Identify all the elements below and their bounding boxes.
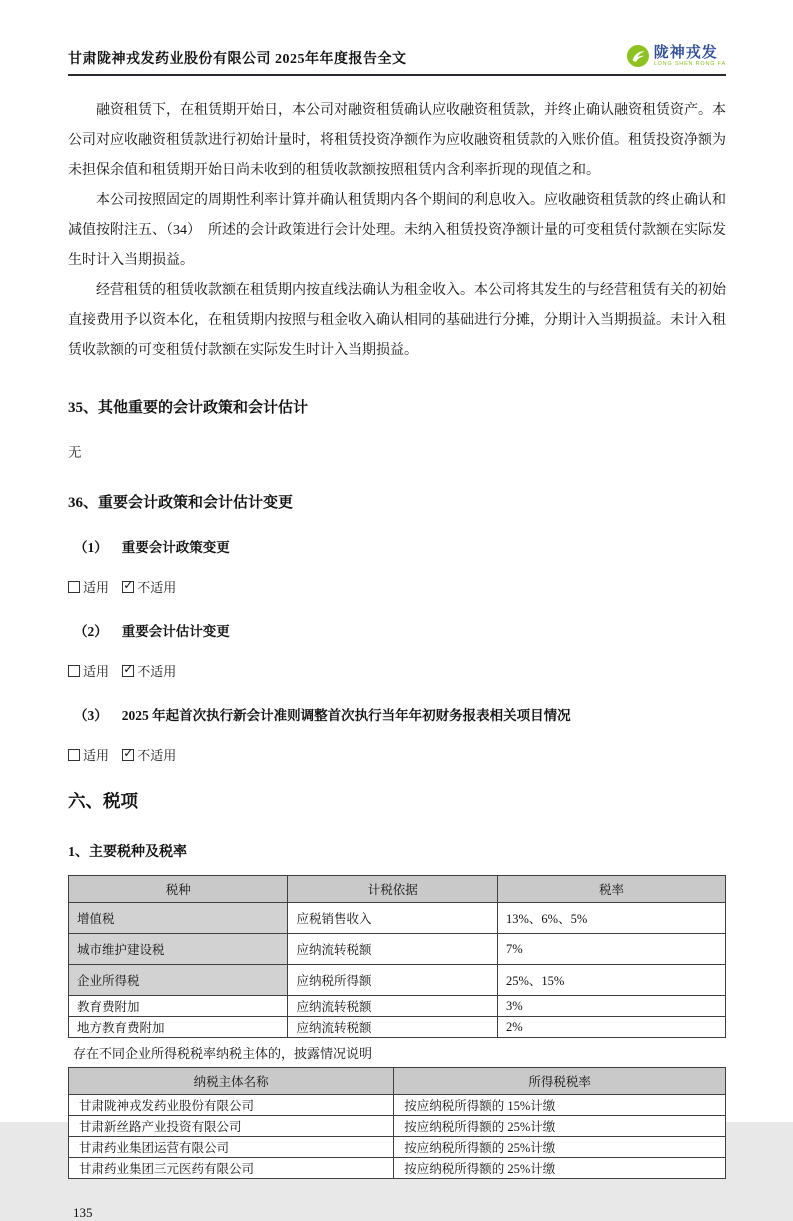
table-cell: 教育费附加 bbox=[69, 996, 288, 1017]
paragraph-operating-lease: 经营租赁的租赁收款额在租赁期内按直线法确认为租金收入。本公司将其发生的与经营租赁有关的初始直接费用予以资本化，在租赁期内按照与租金收入确认相同的基础进行分摊，分期计入当期损益。未计入租赁收款额的可变租赁付款额在实际发生时计入当期损益。 bbox=[68, 283, 726, 358]
page-footer bbox=[68, 1205, 726, 1221]
applicable-label: 适用 bbox=[83, 664, 110, 679]
table-cell: 按应纳税所得额的 25%计缴 bbox=[394, 1116, 726, 1137]
subsection-2-title: 重要会计估计变更 bbox=[121, 624, 230, 639]
table-row bbox=[69, 934, 726, 965]
applicable-label: 适用 bbox=[83, 580, 110, 595]
checkbox-checked-icon bbox=[122, 665, 134, 677]
table-row bbox=[69, 1116, 726, 1137]
table-cell: 2% bbox=[498, 1017, 726, 1038]
table-cell: 25%、15% bbox=[498, 965, 726, 996]
paragraph-interest-income: 本公司按照固定的周期性利率计算并确认租赁期内各个期间的利息收入。应收融资租赁款的终止确认和减值按附注五、（34） 所述的会计政策进行会计处理。未纳入租赁投资净额计量的可变租赁付款额在实际发生时计入当期损益。 bbox=[68, 193, 726, 268]
company-logo bbox=[626, 44, 726, 68]
column-header: 税率 bbox=[498, 876, 726, 903]
logo-name-en: LONG SHEN RONG FA bbox=[653, 60, 726, 67]
logo-bird-icon bbox=[626, 44, 650, 68]
tax-rate-table bbox=[68, 875, 726, 1038]
table-row bbox=[69, 1158, 726, 1179]
logo-name-cn: 陇神戎发 bbox=[653, 43, 718, 61]
not-applicable-label: 不适用 bbox=[137, 664, 177, 679]
section-35-heading: 35、其他重要的会计政策和会计估计 bbox=[68, 400, 309, 416]
page-header bbox=[68, 0, 726, 76]
table-cell: 企业所得税 bbox=[69, 965, 288, 996]
subsection-2-heading bbox=[68, 620, 726, 640]
table-cell: 甘肃药业集团三元医药有限公司 bbox=[69, 1158, 394, 1179]
column-header: 计税依据 bbox=[288, 876, 498, 903]
table-cell: 城市维护建设税 bbox=[69, 934, 288, 965]
subsection-3-number: （3） bbox=[74, 708, 108, 723]
report-title: 甘肃陇神戎发药业股份有限公司 2025年年度报告全文 bbox=[68, 52, 407, 67]
table-cell: 应纳流转税额 bbox=[288, 996, 498, 1017]
section-35-body: 无 bbox=[68, 445, 82, 460]
checkbox-unchecked-icon bbox=[68, 665, 80, 677]
section-6-tax-heading: 六、税项 bbox=[68, 791, 138, 811]
table-row bbox=[69, 996, 726, 1017]
checkbox-unchecked-icon bbox=[68, 581, 80, 593]
column-header: 税种 bbox=[69, 876, 288, 903]
table-cell: 甘肃药业集团运营有限公司 bbox=[69, 1137, 394, 1158]
subsection-1-number: （1） bbox=[74, 540, 108, 555]
subsection-2-number: （2） bbox=[74, 624, 108, 639]
table-cell: 13%、6%、5% bbox=[498, 903, 726, 934]
not-applicable-label: 不适用 bbox=[137, 748, 177, 763]
column-header: 所得税税率 bbox=[394, 1068, 726, 1095]
paragraph-finance-lease-recognition: 融资租赁下，在租赁期开始日，本公司对融资租赁确认应收融资租赁款，并终止确认融资租赁资产。本公司对应收融资租赁款进行初始计量时，将租赁投资净额作为应收融资租赁款的入账价值。租赁投资净额为未担保余值和租赁期开始日尚未收到的租赁收款额按照租赁内含利率折现的现值之和。 bbox=[68, 103, 726, 178]
section-36-heading: 36、重要会计政策和会计估计变更 bbox=[68, 495, 294, 511]
table-row bbox=[69, 1095, 726, 1116]
subsection-1-heading bbox=[68, 536, 726, 556]
subsection-3-heading bbox=[68, 704, 726, 724]
table-cell: 7% bbox=[498, 934, 726, 965]
checkbox-checked-icon bbox=[122, 749, 134, 761]
table-cell: 甘肃陇神戎发药业股份有限公司 bbox=[69, 1095, 394, 1116]
table-row bbox=[69, 1017, 726, 1038]
not-applicable-label: 不适用 bbox=[137, 580, 177, 595]
applicable-label: 适用 bbox=[83, 748, 110, 763]
disclosure-note: 存在不同企业所得税税率纳税主体的，披露情况说明 bbox=[73, 1046, 373, 1061]
table-row bbox=[69, 903, 726, 934]
main-tax-rates-heading: 1、主要税种及税率 bbox=[68, 845, 187, 860]
table-cell: 应纳流转税额 bbox=[288, 1017, 498, 1038]
table-header-row bbox=[69, 876, 726, 903]
page-number: 135 bbox=[73, 1205, 93, 1220]
applicability-row-3 bbox=[68, 745, 726, 764]
table-row bbox=[69, 965, 726, 996]
taxpayer-entity-table bbox=[68, 1067, 726, 1179]
subsection-1-title: 重要会计政策变更 bbox=[121, 540, 230, 555]
table-cell: 应税销售收入 bbox=[288, 903, 498, 934]
table-cell: 增值税 bbox=[69, 903, 288, 934]
table-cell: 按应纳税所得额的 25%计缴 bbox=[394, 1158, 726, 1179]
table-cell: 甘肃新丝路产业投资有限公司 bbox=[69, 1116, 394, 1137]
table-cell: 地方教育费附加 bbox=[69, 1017, 288, 1038]
subsection-3-title: 2025 年起首次执行新会计准则调整首次执行当年年初财务报表相关项目情况 bbox=[121, 708, 571, 723]
table-cell: 应纳税所得额 bbox=[288, 965, 498, 996]
applicability-row-2 bbox=[68, 661, 726, 680]
applicability-row-1 bbox=[68, 577, 726, 596]
table-cell: 按应纳税所得额的 25%计缴 bbox=[394, 1137, 726, 1158]
checkbox-checked-icon bbox=[122, 581, 134, 593]
table-row bbox=[69, 1137, 726, 1158]
table-cell: 3% bbox=[498, 996, 726, 1017]
table-header-row bbox=[69, 1068, 726, 1095]
table-cell: 按应纳税所得额的 15%计缴 bbox=[394, 1095, 726, 1116]
table-cell: 应纳流转税额 bbox=[288, 934, 498, 965]
column-header: 纳税主体名称 bbox=[69, 1068, 394, 1095]
checkbox-unchecked-icon bbox=[68, 749, 80, 761]
